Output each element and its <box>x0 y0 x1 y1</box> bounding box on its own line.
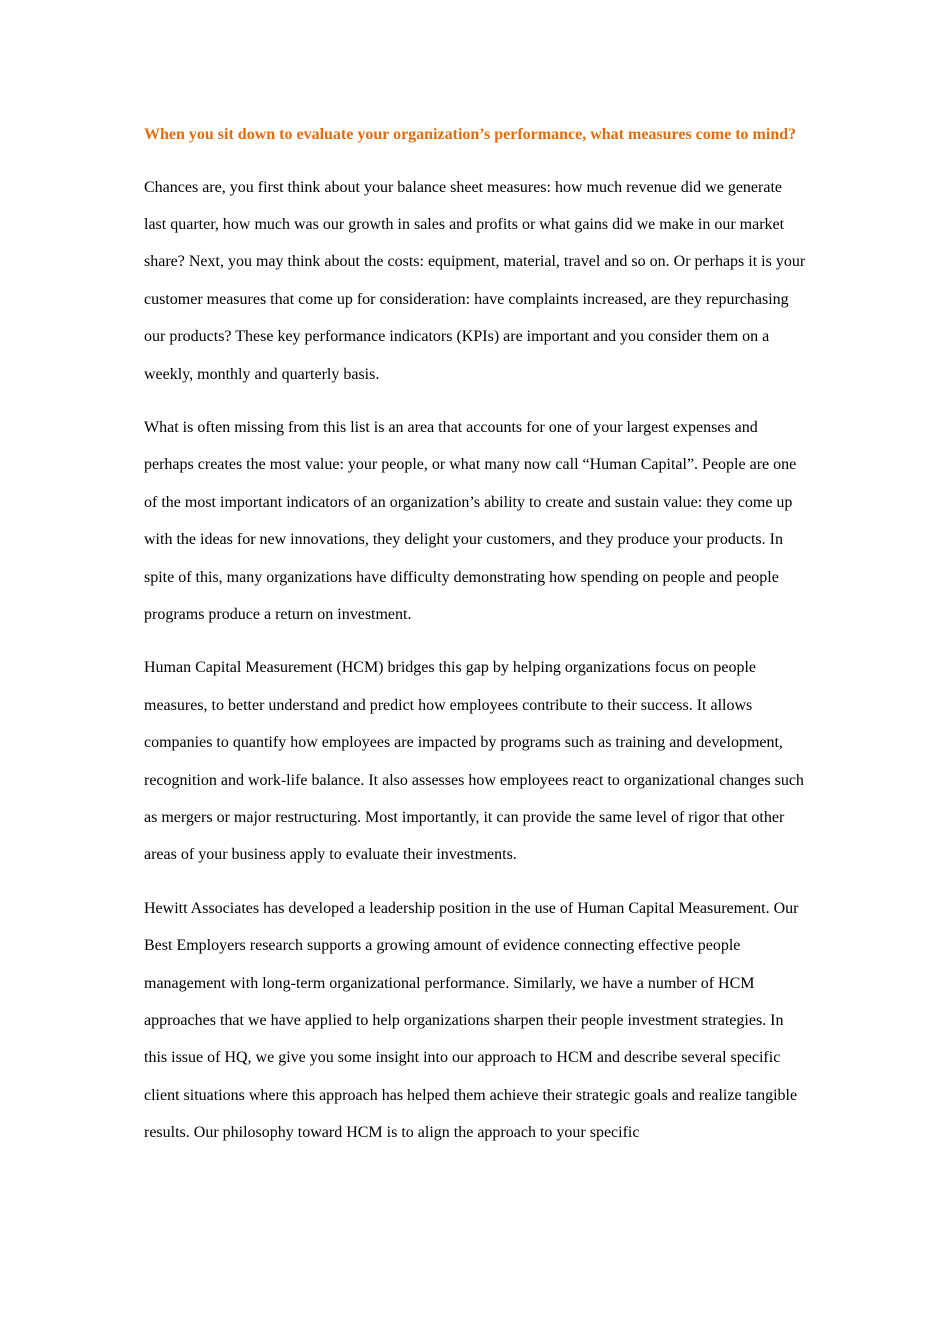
paragraph-hewitt: Hewitt Associates has developed a leadership position in the use of Human Capital Measurement. Our Best Employers research supports a growing amount of evidence connecting effective people management with long-term organizational performance. Similarly, we have a number of HCM approaches that we have applied to help organizations sharpen their people investment strategies. In this issue of HQ, we give you some insight into our approach to HCM and describe several specific client situations where this approach has helped them achieve their strategic goals and realize tangible results. Our philosophy toward HCM is to align the approach to your specific <box>144 899 799 1142</box>
paragraph-hcm: Human Capital Measurement (HCM) bridges this gap by helping organizations focus on people measures, to better understand and predict how employees contribute to their success. It allows companies to quantify how employees are impacted by programs such as training and development, recognition and work-life balance. It also assesses how employees react to organizational changes such as mergers or major restructuring. Most importantly, it can provide the same level of rigor that other areas of your business apply to evaluate their investments. <box>144 659 804 864</box>
paragraph-human-capital: What is often missing from this list is an area that accounts for one of your largest expenses and perhaps creates the most value: your people, or what many now call “Human Capital”. People are one of the most important indicators of an organization’s ability to create and sustain value: they come up with the ideas for new innovations, they delight your customers, and they produce your products. In spite of this, many organizations have difficulty demonstrating how spending on people and people programs produce a return on investment. <box>144 418 797 623</box>
document-heading: When you sit down to evaluate your organization’s performance, what measures come to mind? <box>144 126 797 143</box>
document-page <box>144 116 806 1168</box>
paragraph-balance-sheet: Chances are, you first think about your balance sheet measures: how much revenue did we generate last quarter, how much was our growth in sales and profits or what gains did we make in our market share? Next, you may think about the costs: equipment, material, travel and so on. Or perhaps it is your customer measures that come up for consideration: have complaints increased, are they repurchasing our products? These key performance indicators (KPIs) are important and you consider them on a weekly, monthly and quarterly basis. <box>144 178 806 383</box>
